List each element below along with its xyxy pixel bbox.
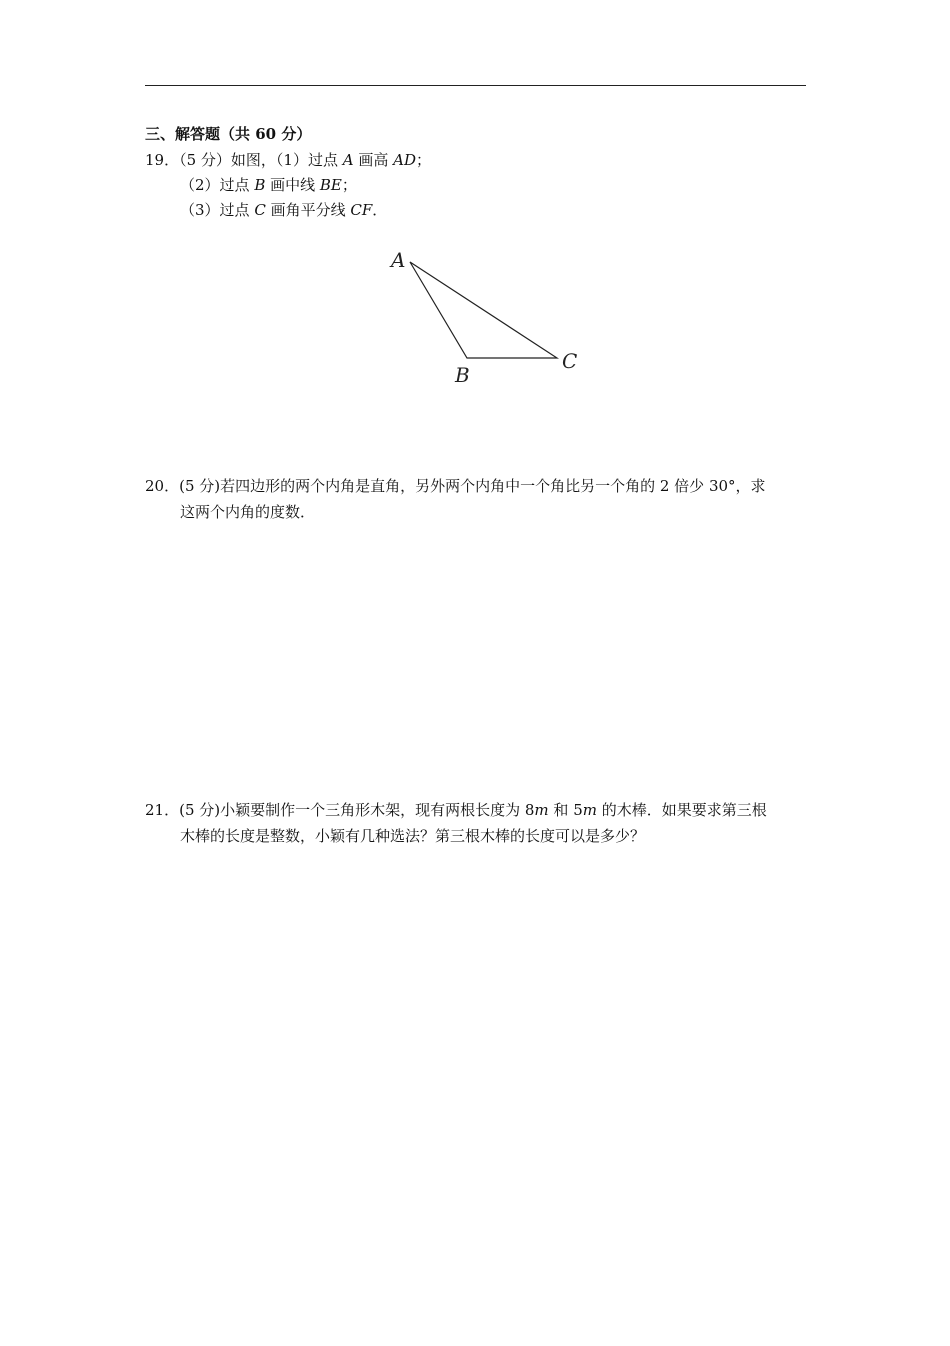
header-rule: [145, 85, 806, 86]
question-19-s2-pre: （2）过点: [180, 176, 255, 194]
question-19-line-3: [180, 200, 387, 220]
question-20-line-1: 20．(5 分)若四边形的两个内角是直角，另外两个内角中一个角比另一个角的 2 倍少 30°，求: [145, 477, 766, 495]
question-19-number: 19．: [145, 151, 180, 169]
segment-cf-label: CF: [350, 201, 373, 219]
point-a-label: A: [342, 151, 354, 169]
segment-ad-label: AD: [393, 151, 416, 169]
unit-m-2: m: [582, 801, 597, 819]
figure-label-a: A: [391, 248, 406, 272]
figure-label-c: C: [562, 349, 578, 373]
question-19-s2-mid: 画中线: [265, 176, 320, 194]
triangle-figure: [380, 240, 590, 390]
question-21-l1-end: 的木棒．如果要求第三根: [596, 801, 767, 819]
question-19-s3-pre: （3）过点: [180, 201, 255, 219]
question-19-s3-mid: 画角平分线: [265, 201, 351, 219]
question-19-intro-mid: 画高: [353, 151, 394, 169]
question-21-l1-pre: 21．(5 分)小颖要制作一个三角形木架，现有两根长度为 8: [145, 801, 535, 819]
point-b-label: B: [254, 176, 266, 194]
figure-label-b: B: [455, 363, 470, 387]
question-19-intro: 如图，（1）过点: [230, 151, 343, 169]
unit-m-1: m: [534, 801, 549, 819]
question-19-s2-end: ；: [341, 176, 357, 194]
question-19-line-2: [180, 175, 357, 195]
question-21-line-2: 木棒的长度是整数，小颖有几种选法？第三根木棒的长度可以是多少？: [180, 827, 646, 845]
segment-be-label: BE: [319, 176, 342, 194]
triangle-abc: [410, 262, 557, 358]
question-20-line-2: 这两个内角的度数．: [180, 503, 316, 521]
question-19-score: （5 分）: [179, 151, 231, 169]
question-19-s3-end: ．: [372, 201, 388, 219]
point-c-label: C: [254, 201, 266, 219]
question-19-line-1: [145, 150, 431, 170]
question-19-intro-end: ；: [415, 151, 431, 169]
section-title: 三、解答题（共 60 分）: [145, 125, 312, 143]
question-21-l1-mid: 和 5: [548, 801, 583, 819]
question-21-line-1: [145, 800, 767, 820]
